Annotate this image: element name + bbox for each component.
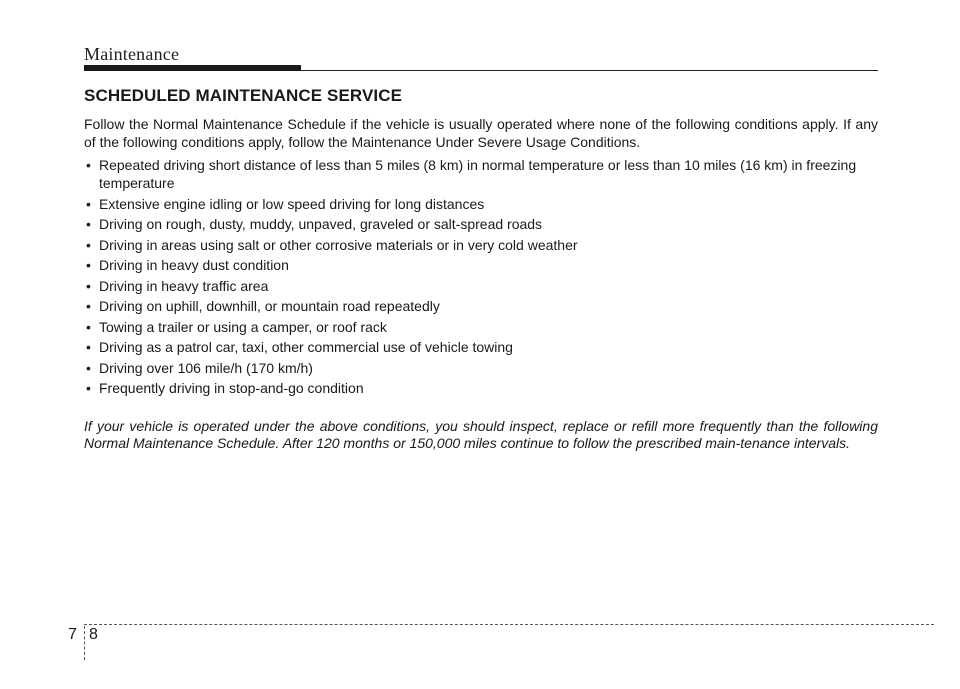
- list-item: • Repeated driving short distance of less than 5 miles (8 km) in normal temperature or less than 10 miles (16 km) in freezing temperature: [84, 156, 878, 192]
- section-heading: SCHEDULED MAINTENANCE SERVICE: [84, 86, 403, 105]
- list-item: • Driving in areas using salt or other corrosive materials or in very cold weather: [84, 236, 878, 254]
- section-number: 7: [68, 626, 77, 643]
- list-item: • Driving as a patrol car, taxi, other commercial use of vehicle towing: [84, 338, 878, 356]
- list-item: • Towing a trailer or using a camper, or roof rack: [84, 318, 878, 336]
- severe-usage-note: If your vehicle is operated under the above conditions, you should inspect, replace or refill more frequently than the following Normal Maintenance Schedule. After 120 months or 150,000 miles continue to follow the prescribed main-tenance intervals.: [84, 418, 878, 451]
- list-item: • Driving on rough, dusty, muddy, unpaved, graveled or salt-spread roads: [84, 215, 878, 233]
- page-number-divider: [84, 626, 85, 660]
- intro-paragraph: Follow the Normal Maintenance Schedule if the vehicle is usually operated where none of the following conditions apply. If any of the following conditions apply, follow the Maintenance Under Severe Usage Conditions.: [84, 116, 878, 150]
- main-content: [84, 86, 878, 452]
- list-item: • Driving over 106 mile/h (170 km/h): [84, 359, 878, 377]
- list-item: • Frequently driving in stop-and-go condition: [84, 379, 878, 397]
- conditions-list: [84, 156, 878, 397]
- header-accent-bar: [84, 65, 301, 71]
- footer-rule: [84, 624, 934, 625]
- list-item: • Extensive engine idling or low speed driving for long distances: [84, 195, 878, 213]
- list-item: • Driving in heavy dust condition: [84, 256, 878, 274]
- list-item: • Driving in heavy traffic area: [84, 277, 878, 295]
- list-item: • Driving on uphill, downhill, or mountain road repeatedly: [84, 297, 878, 315]
- chapter-title: Maintenance: [84, 44, 180, 64]
- page-number: 8: [89, 626, 98, 643]
